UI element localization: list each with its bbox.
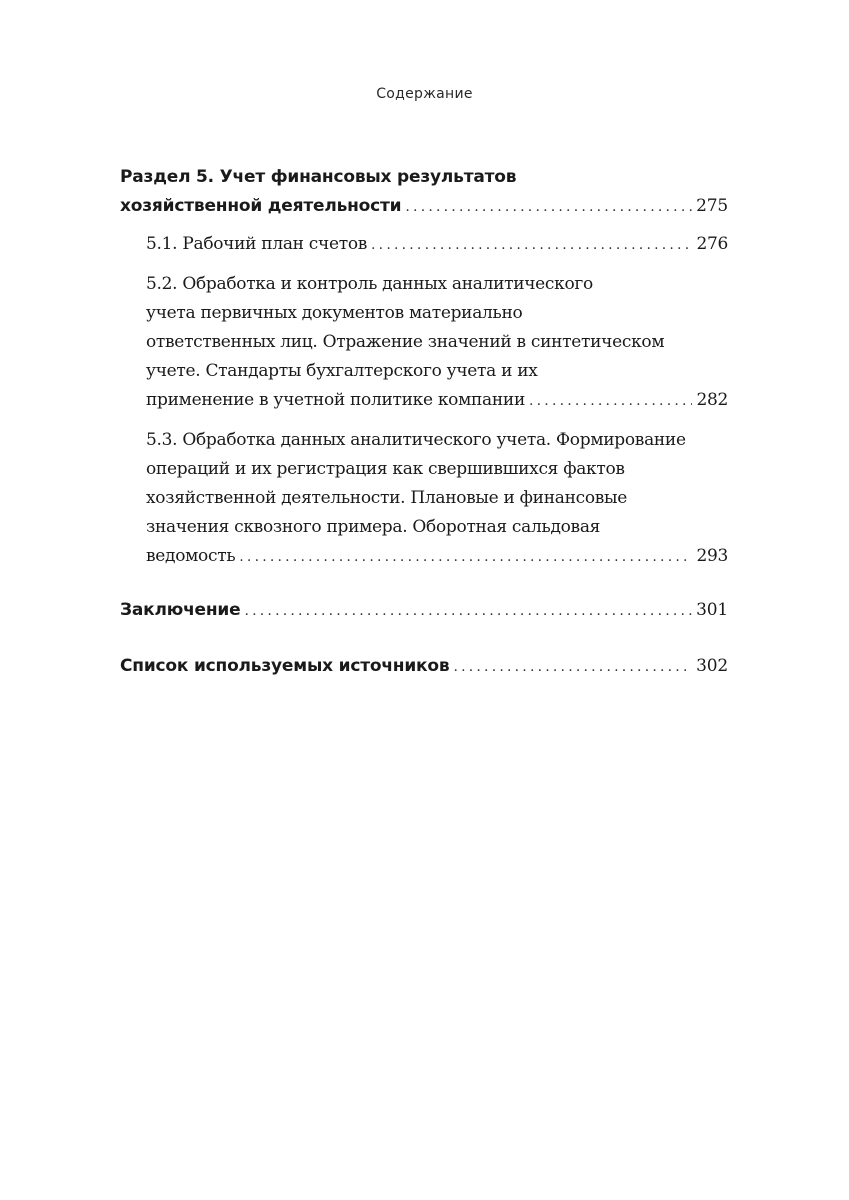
toc-entry-5-2[interactable]: [146, 270, 728, 416]
toc-entry-text: хозяйственной деятельности: [120, 196, 402, 216]
dot-leader: [367, 231, 692, 260]
toc-entry-last-line: [120, 596, 728, 626]
dot-leader: [401, 193, 692, 222]
toc-entry-line: операций и их регистрация как свершившихся фактов: [146, 459, 625, 479]
toc-entry-line: значения сквозного примера. Оборотная сальдовая: [146, 517, 601, 537]
toc-entry-text: применение в учетной политике компании: [146, 390, 525, 410]
toc-entry-last-line: [120, 652, 728, 682]
toc-entry-text: 5.1. Рабочий план счетов: [146, 234, 368, 254]
toc-entry-last-line: [120, 192, 728, 222]
toc-page-number: 293: [696, 546, 728, 566]
dot-leader: [240, 597, 692, 626]
toc-entry-text: Список используемых источников: [120, 656, 450, 676]
dot-leader: [525, 387, 692, 416]
toc-entry-line: 5.3. Обработка данных аналитического учета. Формирование: [146, 430, 686, 450]
toc-entry-line: 5.2. Обработка и контроль данных аналитического: [146, 274, 593, 294]
dot-leader: [235, 543, 692, 572]
toc-entry-line: учета первичных документов материально: [146, 303, 523, 323]
toc-page-number: 276: [696, 234, 728, 254]
toc-entry-line: ответственных лиц. Отражение значений в синтетическом: [146, 332, 665, 352]
toc-page-number: 282: [696, 390, 728, 410]
toc-entry-last-line: [146, 386, 728, 416]
toc-entry-line: Раздел 5. Учет финансовых результатов: [120, 167, 517, 187]
toc-page-number: 275: [696, 196, 728, 216]
toc-entry-5-3[interactable]: [146, 426, 728, 572]
dot-leader: [449, 653, 692, 682]
toc-page-number: 301: [696, 600, 728, 620]
toc-entry-section-5[interactable]: [120, 163, 728, 222]
toc-entry-5-1[interactable]: [146, 230, 728, 260]
toc-entry-line: хозяйственной деятельности. Плановые и финансовые: [146, 488, 628, 508]
toc-entry-conclusion[interactable]: [120, 596, 728, 626]
toc-entry-line: учете. Стандарты бухгалтерского учета и их: [146, 361, 538, 381]
toc-entry-last-line: [146, 230, 728, 260]
toc-entry-text: Заключение: [120, 600, 241, 620]
toc-entry-text: ведомость: [146, 546, 236, 566]
toc-entry-sources[interactable]: [120, 652, 728, 682]
page-header: Содержание: [376, 86, 473, 102]
toc-page-number: 302: [696, 656, 728, 676]
toc-entry-last-line: [146, 542, 728, 572]
